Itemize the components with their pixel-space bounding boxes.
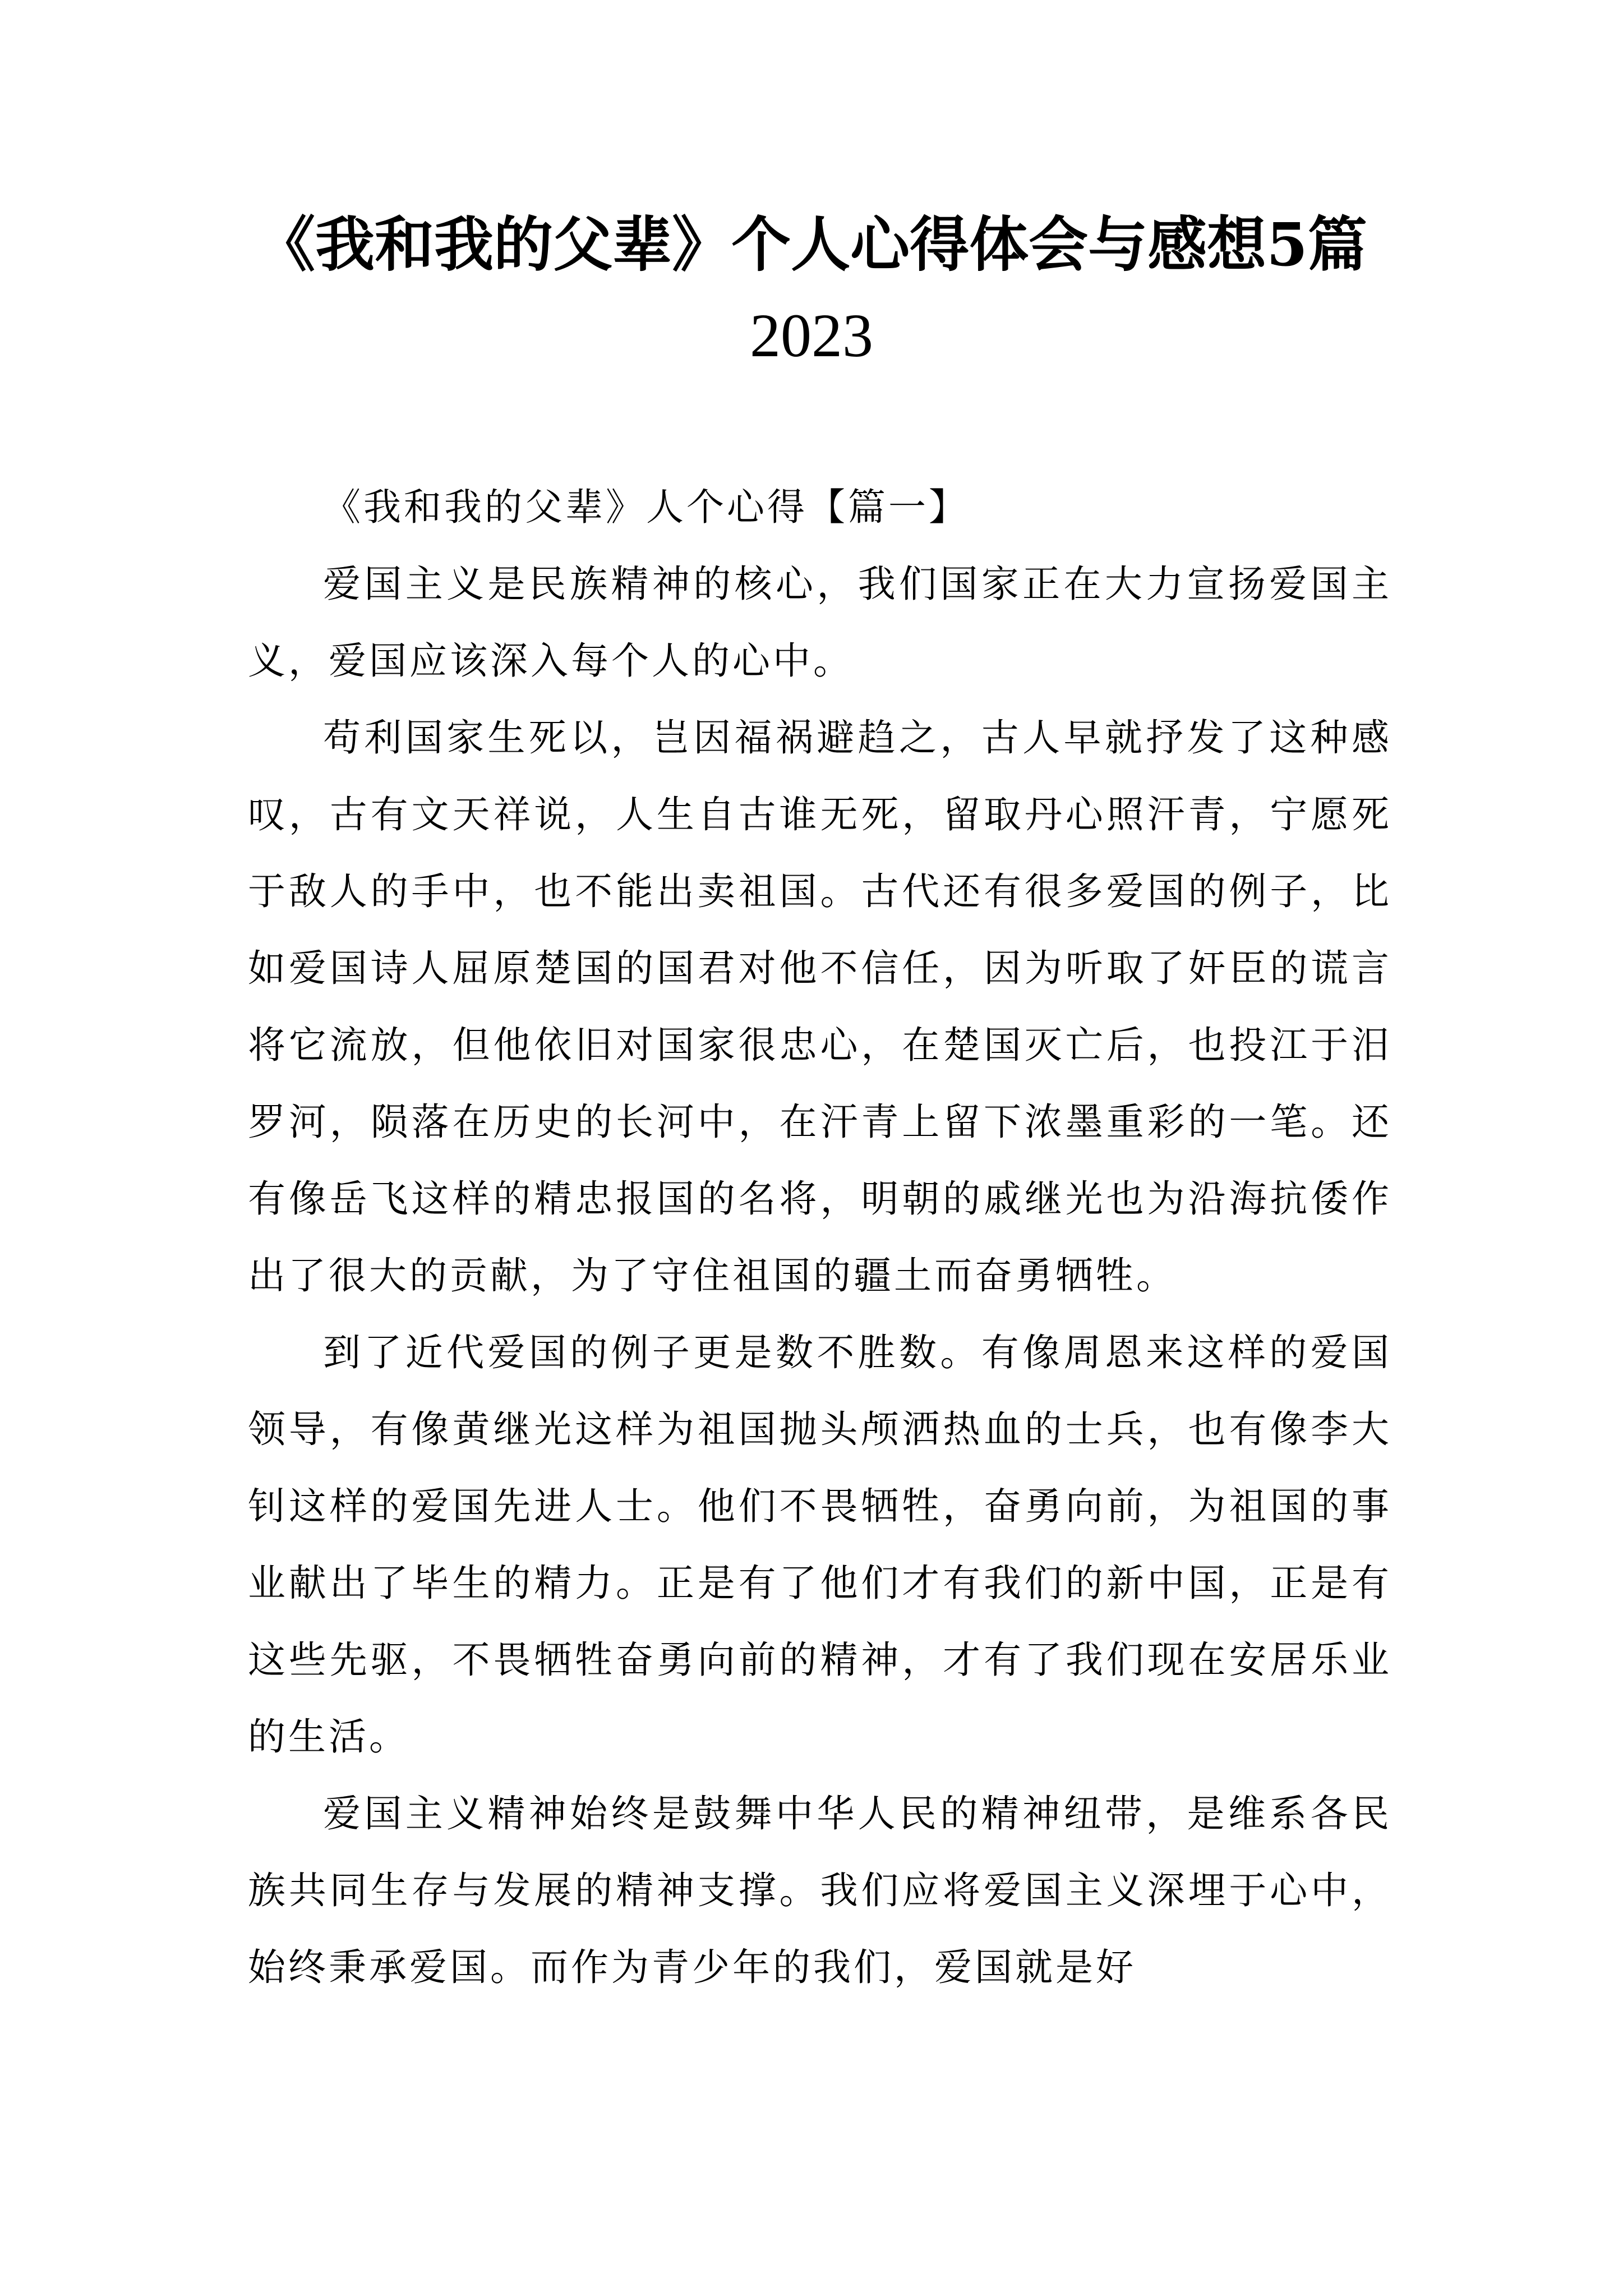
title-line-2: 2023	[750, 301, 873, 370]
paragraph-1: 爱国主义是民族精神的核心，我们国家正在大力宣扬爱国主义，爱国应该深入每个人的心中。	[248, 562, 1392, 683]
section-heading: 《我和我的父辈》人个心得【篇一】	[323, 485, 969, 529]
document-body	[248, 469, 1392, 2006]
title-line-1: 《我和我的父辈》个人心得体会与感想5篇	[256, 209, 1367, 279]
document-title	[202, 199, 1421, 381]
paragraph-4: 爱国主义精神始终是鼓舞中华人民的精神纽带，是维系各民族共同生存与发展的精神支撑。我们应将爱国主义深埋于心中，始终秉承爱国。而作为青少年的我们，爱国就是好	[248, 1792, 1392, 1989]
paragraph-2: 苟利国家生死以，岂因福祸避趋之，古人早就抒发了这种感叹，古有文天祥说，人生自古谁无死，留取丹心照汗青，宁愿死于敌人的手中，也不能出卖祖国。古代还有很多爱国的例子，比如爱国诗人屈原楚国的国君对他不信任，因为听取了奸臣的谎言将它流放，但他依旧对国家很忠心，在楚国灭亡后，也投江于汨罗河，陨落在历史的长河中，在汗青上留下浓墨重彩的一笔。还有像岳飞这样的精忠报国的名将，明朝的戚继光也为沿海抗倭作出了很大的贡献，为了守住祖国的疆土而奋勇牺牲。	[248, 716, 1392, 1297]
paragraph-3: 到了近代爱国的例子更是数不胜数。有像周恩来这样的爱国领导，有像黄继光这样为祖国抛头颅洒热血的士兵，也有像李大钊这样的爱国先进人士。他们不畏牺牲，奋勇向前，为祖国的事业献出了毕生的精力。正是有了他们才有我们的新中国，正是有这些先驱，不畏牺牲奋勇向前的精神，才有了我们现在安居乐业的生活。	[248, 1331, 1392, 1759]
